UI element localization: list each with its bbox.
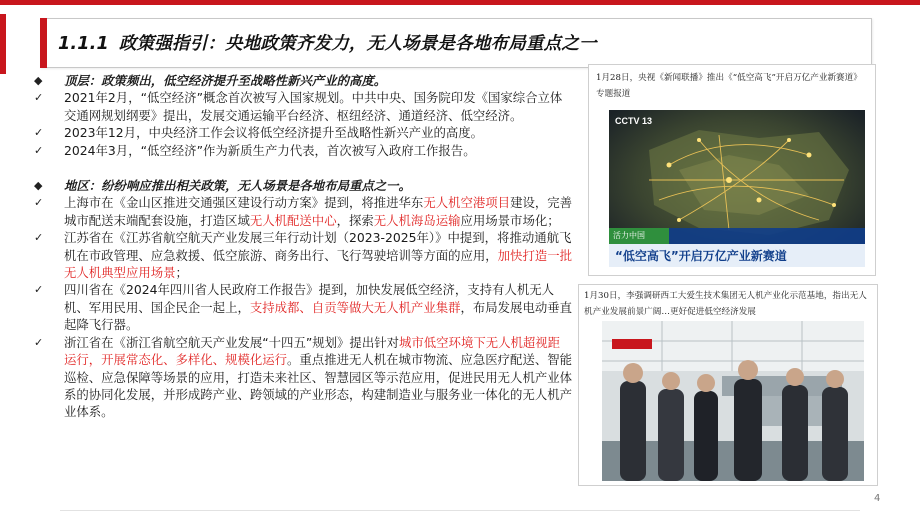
shanghai-text — [64, 194, 572, 229]
photo1-caption: 1月28日，央视《新闻联播》推出《“低空高飞”开启万亿产业新赛道》专题报道 — [596, 73, 862, 99]
zhejiang-text — [64, 334, 572, 421]
text-run: 浙江省在《浙江省航空航天产业发展“十四五”规划》提出针对 — [64, 334, 399, 350]
jiangsu-text — [64, 229, 572, 281]
factory-visit-illustration — [602, 321, 864, 481]
highlight-run: 支持成都、自贡等做大无人机产业集群 — [249, 299, 461, 315]
factory-visit-photo — [602, 321, 864, 481]
national-heading: 顶层：政策频出，低空经济提升至战略性新兴产业的高度。 — [64, 73, 387, 88]
zhejiang-item — [34, 334, 572, 421]
text-run: 应用场景市场化； — [460, 212, 560, 228]
jiangsu-item — [34, 229, 572, 281]
title-accent — [40, 18, 47, 68]
national-item — [34, 89, 572, 124]
map-illustration — [609, 110, 865, 267]
national-item — [34, 142, 572, 159]
check-bullet-icon: ✓ — [34, 231, 44, 245]
check-bullet-icon: ✓ — [34, 335, 44, 349]
text-run: 江苏省在《江苏省航空航天产业发展三年行动计划（2023-2025年）》中提到，将推动通航飞机在市政管理、应急救援、低空旅游、商务出行、飞行驾驶培训等方面的应用， — [64, 230, 572, 263]
text-run: ，探索 — [336, 212, 374, 228]
check-bullet-icon: ✓ — [34, 196, 44, 210]
title-text: 政策强指引：央地政策齐发力，无人场景是各地布局重点之一 — [118, 34, 597, 54]
highlight-run: 无人机空港项目 — [423, 195, 511, 211]
check-bullet-icon: ✓ — [34, 143, 44, 157]
main-content — [34, 72, 572, 421]
national-item-text: 2021年2月，“低空经济”概念首次被写入国家规划。中共中央、国务院印发《国家综合立体交通网规划纲要》提出，发展交通运输平台经济、枢纽经济、通道经济、低空经济。 — [64, 90, 563, 123]
text-run: ，布局发展电动垂直起降飞行器。 — [64, 299, 573, 333]
sichuan-item — [34, 281, 572, 333]
page-title — [58, 30, 597, 55]
local-heading-row — [34, 177, 572, 194]
national-item-text: 2023年12月，中央经济工作会议将低空经济提升至战略性新兴产业的高度。 — [64, 125, 484, 141]
news-broadcast-image — [609, 110, 865, 267]
diamond-bullet-icon: ◆ — [34, 74, 43, 87]
channel-logo: CCTV 13 — [615, 116, 653, 126]
text-run: 建设，完善城市配送末端配套设施，打造区域 — [64, 195, 573, 228]
shanghai-item — [34, 194, 572, 229]
text-run: 。重点推进无人机在城市物流、应急医疗配送、智能巡检、应急保障等场景的应用，打造未来社区、智慧园区等示范应用，促进民用无人机产业体系的协同化发展，并形成跨产业、跨领域的产业形态，构建制造业与服务业一体化的无人机产业体系。 — [64, 352, 573, 420]
section-number: 1.1.1 — [58, 34, 109, 54]
top-accent-bar — [0, 0, 920, 5]
news-banner: “低空高飞”开启万亿产业新赛道 — [615, 249, 787, 263]
highlight-run: 城市低空环境下无人机超视距运行，开展常态化、多样化、规模化运行 — [64, 334, 561, 368]
channel-bug: 活力中国 — [613, 231, 645, 240]
national-heading-row — [34, 72, 572, 89]
text-run: ； — [175, 265, 188, 281]
check-bullet-icon: ✓ — [34, 126, 44, 140]
text-run: 四川省在《2024年四川省人民政府工作报告》提到，加快发展低空经济，支持有人机无人机、军用民用、国企民企一起上， — [64, 282, 554, 315]
photo2-caption: 1月30日，李强调研西工大爱生技术集团无人机产业化示范基地，指出无人机产业发展前景广阔…更好促进低空经济发展 — [584, 291, 867, 317]
check-bullet-icon: ✓ — [34, 91, 44, 105]
check-bullet-icon: ✓ — [34, 283, 44, 297]
highlight-run: 无人机配送中心 — [249, 212, 337, 228]
page-number: 4 — [874, 493, 881, 504]
highlight-run: 加快打造一批无人机典型应用场景 — [64, 247, 573, 281]
local-heading: 地区：纷纷响应推出相关政策，无人场景是各地布局重点之一。 — [64, 178, 411, 194]
national-item — [34, 124, 572, 141]
diamond-bullet-icon: ◆ — [34, 179, 43, 193]
highlight-run: 无人机海岛运输 — [373, 212, 461, 228]
left-accent-tab — [0, 14, 6, 74]
text-run: 上海市在《金山区推进交通强区建设行动方案》提到，将推进华东 — [64, 195, 424, 211]
footer-divider — [60, 510, 860, 511]
sichuan-text — [64, 281, 572, 333]
national-item-text: 2024年3月，“低空经济”作为新质生产力代表，首次被写入政府工作报告。 — [64, 142, 476, 158]
